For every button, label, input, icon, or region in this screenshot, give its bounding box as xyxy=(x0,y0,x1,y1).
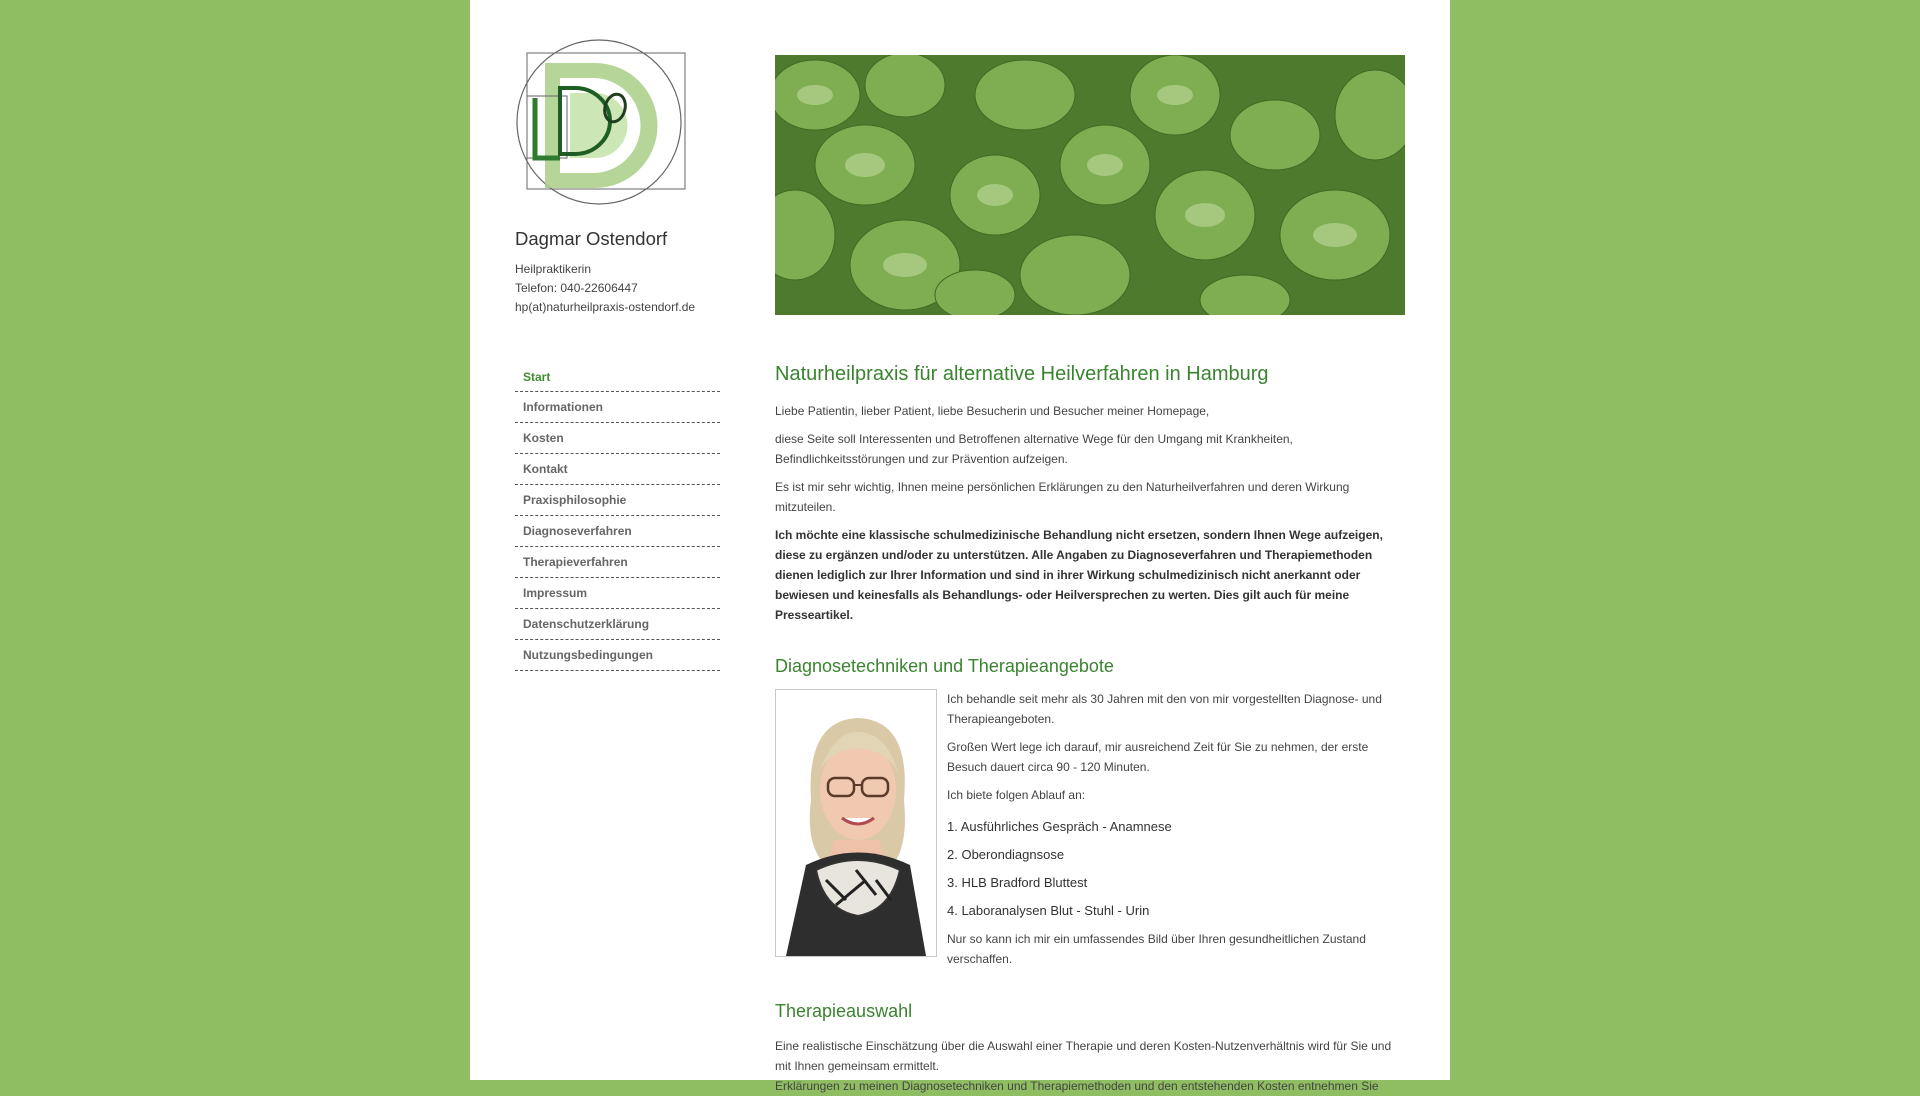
contact-block xyxy=(515,260,720,317)
nav-item-start[interactable]: Start xyxy=(515,362,720,392)
therapy-section xyxy=(775,1001,1405,1096)
procedure-step: 4. Laboranalysen Blut - Stuhl - Urin xyxy=(947,903,1150,918)
page-heading: Naturheilpraxis für alternative Heilverfahren in Hamburg xyxy=(775,363,1269,385)
nav-item-nutzungsbedingungen[interactable]: Nutzungsbedingungen xyxy=(515,640,720,671)
nav-item-therapieverfahren[interactable]: Therapieverfahren xyxy=(515,547,720,578)
procedure-step: 1. Ausführliches Gespräch - Anamnese xyxy=(947,819,1172,834)
intro-paragraph: diese Seite soll Interessenten und Betroffenen alternative Wege für den Umgang mit Krankheiten, Befindlichkeitsstörungen und zur Prävention aufzeigen. xyxy=(775,432,1293,466)
diagnosis-heading: Diagnosetechniken und Therapieangebote xyxy=(775,656,1114,676)
disclaimer-paragraph: Ich möchte eine klassische schulmedizinische Behandlung nicht ersetzen, sondern Ihnen Wege aufzeigen, diese zu ergänzen und/oder zu unterstützen. Alle Angaben zu Diagnoseverfahren und Therapiemethoden dienen lediglich zur Ihrer Information und sind in ihrer Wirkung schulmedizinisch nicht anerkannt oder bewiesen und keinesfalls als Behandlungs- oder Heilversprechen zu werten. Dies gilt auch für meine Presseartikel. xyxy=(775,528,1383,622)
intro-paragraph: Liebe Patientin, lieber Patient, liebe Besucherin und Besucher meiner Homepage, xyxy=(775,404,1210,418)
procedure-steps xyxy=(947,813,1405,925)
intro-paragraph: Es ist mir sehr wichtig, Ihnen meine persönlichen Erklärungen zu den Naturheilverfahren und deren Wirkung mitzuteilen. xyxy=(775,480,1350,514)
owner-title: Heilpraktikerin xyxy=(515,262,592,276)
practice-logo[interactable] xyxy=(515,38,687,210)
nav-item-diagnoseverfahren[interactable]: Diagnoseverfahren xyxy=(515,516,720,547)
diagnosis-paragraph: Ich behandle seit mehr als 30 Jahren mit den von mir vorgestellten Diagnose- und Therapieangeboten. xyxy=(947,692,1382,726)
nav-item-kontakt[interactable]: Kontakt xyxy=(515,454,720,485)
diagnosis-text xyxy=(947,689,1405,977)
intro-section xyxy=(775,401,1405,625)
owner-name: Dagmar Ostendorf xyxy=(515,228,668,249)
nav-item-impressum[interactable]: Impressum xyxy=(515,578,720,609)
therapy-paragraph: Eine realistische Einschätzung über die Auswahl einer Therapie und deren Kosten-Nutzenverhältnis wird für Sie und mit Ihnen gemeinsam ermittelt. xyxy=(775,1039,1392,1073)
diagnosis-closing: Nur so kann ich mir ein umfassendes Bild über Ihren gesundheitlichen Zustand verschaffen. xyxy=(947,932,1366,966)
main-content xyxy=(775,55,1405,1096)
diagnosis-row xyxy=(775,689,1405,977)
clover-banner-image xyxy=(775,55,1405,315)
diagnosis-paragraph: Ich biete folgen Ablauf an: xyxy=(947,788,1086,802)
nav-item-informationen[interactable]: Informationen xyxy=(515,392,720,423)
procedure-step: 2. Oberondiagnsose xyxy=(947,847,1065,862)
diagnosis-section xyxy=(775,656,1405,977)
therapy-paragraph: Erklärungen zu meinen Diagnosetechniken und Therapiemethoden und den entstehenden Kosten entnehmen Sie xyxy=(775,1079,1379,1093)
nav-item-datenschutz[interactable]: Datenschutzerklärung xyxy=(515,609,720,640)
page-container xyxy=(470,0,1450,1093)
nav-item-praxisphilosophie[interactable]: Praxisphilosophie xyxy=(515,485,720,516)
main-nav xyxy=(515,362,720,671)
therapy-heading: Therapieauswahl xyxy=(775,1001,913,1021)
diagnosis-paragraph: Großen Wert lege ich darauf, mir ausreichend Zeit für Sie zu nehmen, der erste Besuch dauert circa 90 - 120 Minuten. xyxy=(947,740,1369,774)
portrait-photo xyxy=(775,689,937,957)
owner-phone: Telefon: 040-22606447 xyxy=(515,281,638,295)
nav-item-kosten[interactable]: Kosten xyxy=(515,423,720,454)
sidebar xyxy=(515,38,720,687)
owner-email: hp(at)naturheilpraxis-ostendorf.de xyxy=(515,300,696,314)
procedure-step: 3. HLB Bradford Bluttest xyxy=(947,875,1088,890)
